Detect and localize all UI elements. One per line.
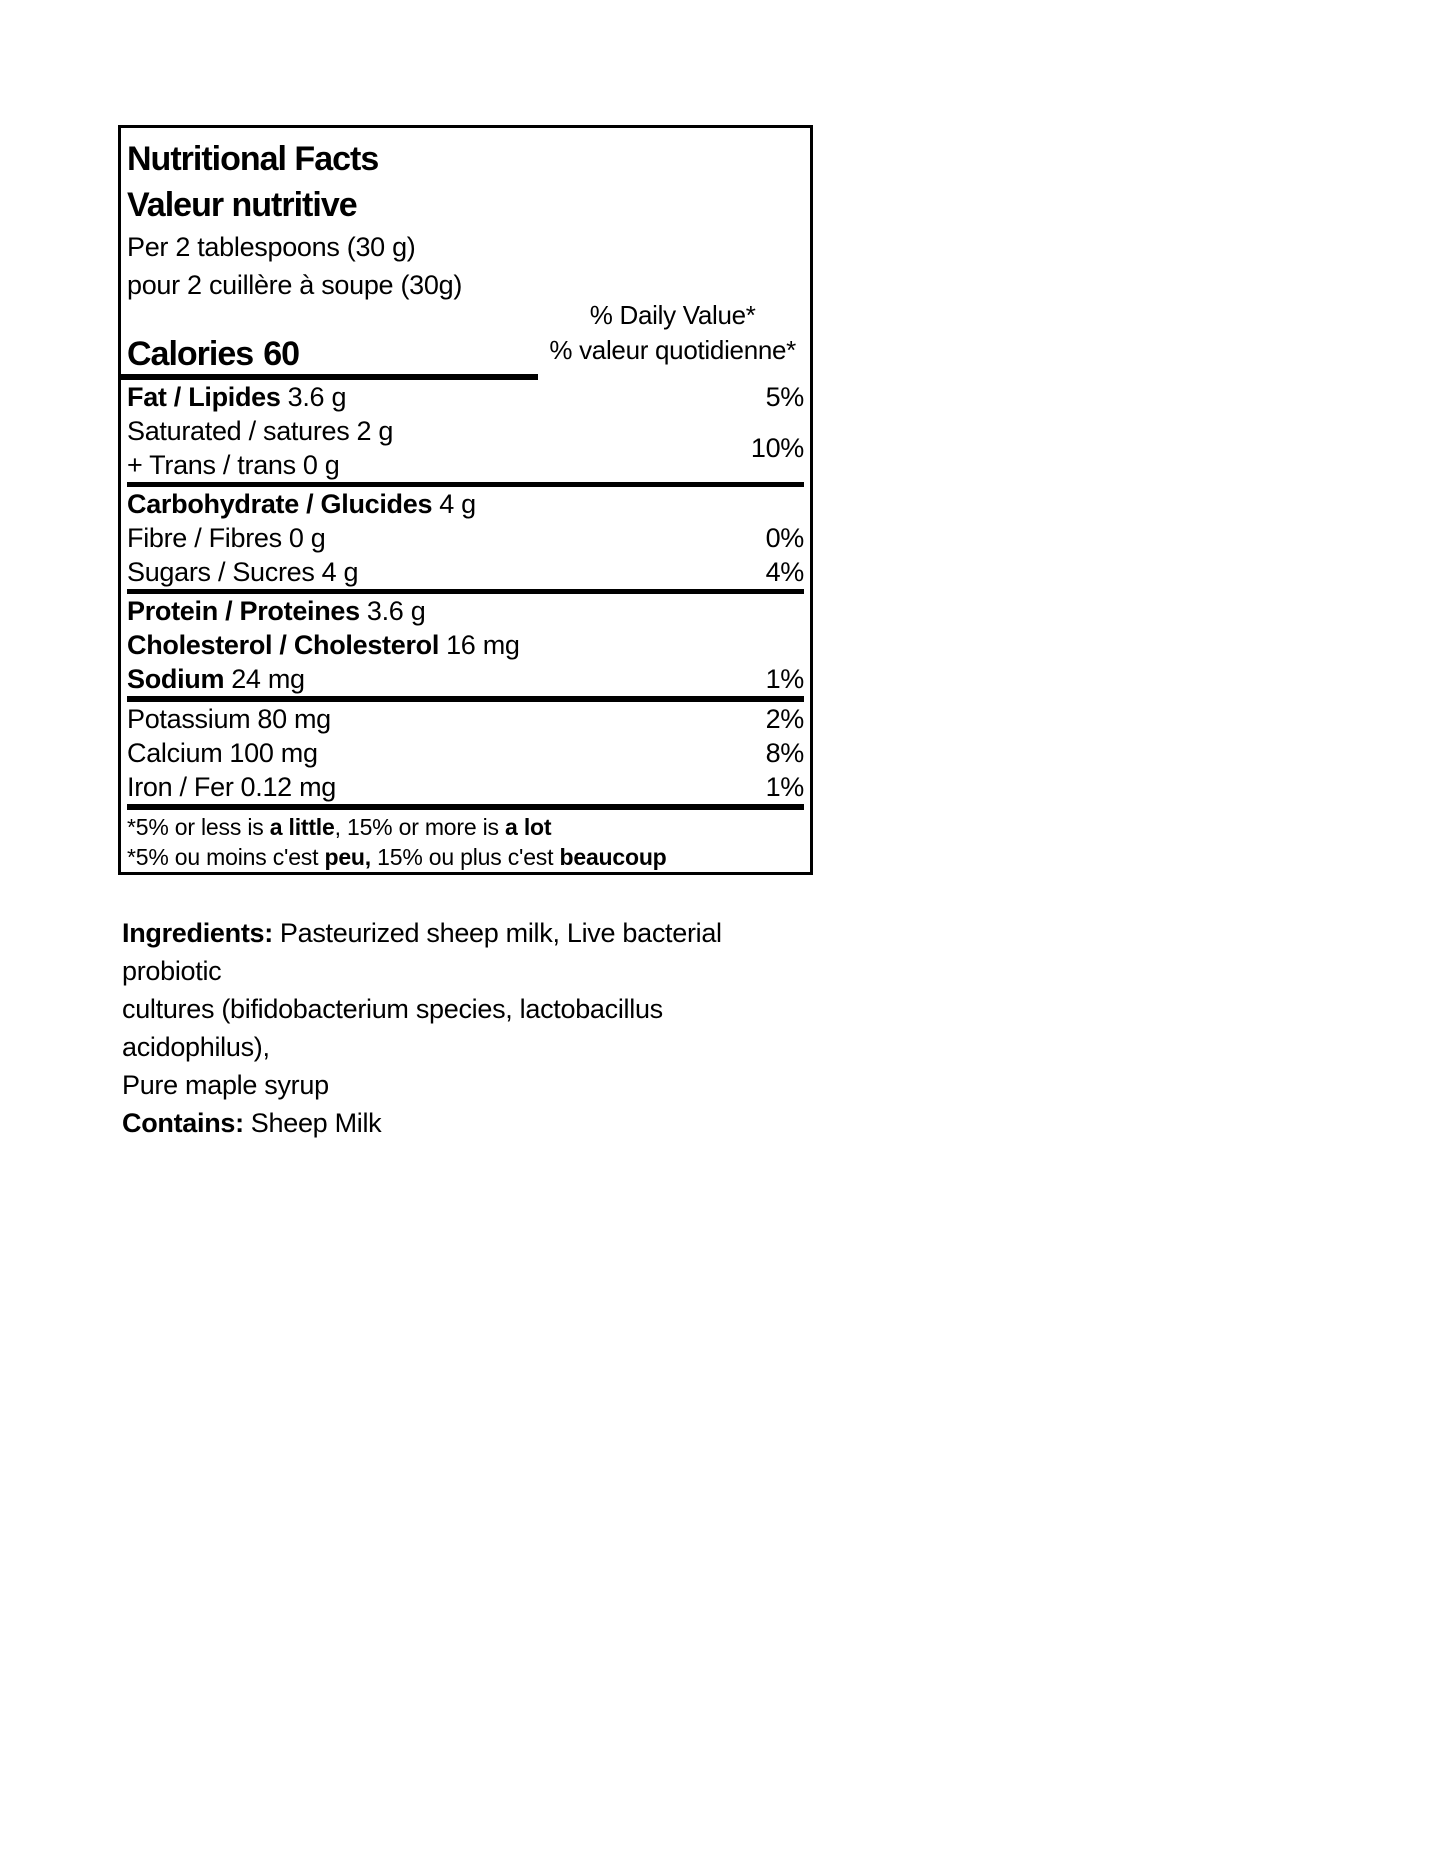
nutrient-amount: 0 g xyxy=(288,523,326,553)
nutrient-name: Fat / Lipides xyxy=(127,382,281,412)
nutrient-row-trans xyxy=(127,448,393,482)
footnote-fr xyxy=(127,842,804,872)
nutrient-amount: 16 mg xyxy=(446,630,520,660)
nutrient-row-cholesterol xyxy=(127,628,804,662)
nutrient-percent: 1% xyxy=(765,772,804,802)
nutrient-name: + Trans / trans xyxy=(127,450,296,480)
label-title-en: Nutritional Facts xyxy=(127,140,379,178)
serving-size-en: Per 2 tablespoons (30 g) xyxy=(127,232,416,262)
nutrient-row-carbohydrate xyxy=(127,487,804,521)
nutrient-amount: 0.12 mg xyxy=(240,772,336,802)
nutrient-row-sugars xyxy=(127,555,804,589)
nutrient-row-fat xyxy=(127,380,804,414)
footnote-bold: peu, xyxy=(324,844,371,870)
calories-label: Calories xyxy=(127,335,254,373)
nutrient-row-calcium xyxy=(127,736,804,770)
nutrient-row-sodium xyxy=(127,662,804,696)
label-title-fr: Valeur nutritive xyxy=(127,186,357,224)
footnote-text: *5% or less is xyxy=(127,814,270,840)
calories-value: 60 xyxy=(263,335,300,373)
ingredients-text: Pasteurized sheep milk, Live bacterial probiotic xyxy=(122,918,722,986)
carbohydrate-section xyxy=(127,487,804,594)
serving-size-fr: pour 2 cuillère à soupe (30g) xyxy=(127,270,463,300)
nutrient-percent-saturated-trans: 10% xyxy=(750,432,804,463)
nutrient-name: Sodium xyxy=(127,664,225,694)
nutrient-name: Sugars / Sucres xyxy=(127,557,315,587)
saturated-trans-rows xyxy=(127,414,804,482)
nutrient-amount: 0 g xyxy=(302,450,340,480)
nutrient-amount: 80 mg xyxy=(257,704,331,734)
ingredients-line-3: Pure maple syrup xyxy=(122,1070,329,1100)
ingredients-line-2: cultures (bifidobacterium species, lactobacillus acidophilus), xyxy=(122,994,663,1062)
nutrient-percent: 8% xyxy=(765,738,804,768)
minerals-section xyxy=(127,702,804,810)
nutrient-percent: 2% xyxy=(765,704,804,734)
nutrient-name: Iron / Fer xyxy=(127,772,234,802)
nutrient-name: Carbohydrate / Glucides xyxy=(127,489,433,519)
protein-section xyxy=(127,594,804,702)
footnote-en xyxy=(127,812,804,842)
nutrient-name: Calcium xyxy=(127,738,223,768)
nutrient-amount: 24 mg xyxy=(231,664,305,694)
nutrient-row-fibre xyxy=(127,521,804,555)
nutrient-percent: 1% xyxy=(765,664,804,694)
nutrient-name: Fibre / Fibres xyxy=(127,523,282,553)
footnote-text: , 15% or more is xyxy=(334,814,506,840)
daily-value-header xyxy=(549,298,796,368)
nutrient-row-saturated xyxy=(127,414,393,448)
footnote-text: 15% ou plus c'est xyxy=(370,844,560,870)
nutrient-name: Potassium xyxy=(127,704,251,734)
daily-value-footnote xyxy=(127,810,804,872)
nutrient-name: Saturated / satures xyxy=(127,416,350,446)
ingredients-block xyxy=(122,914,802,1142)
footnote-bold: a lot xyxy=(505,814,552,840)
contains-line xyxy=(122,1104,802,1142)
nutrient-row-iron xyxy=(127,770,804,804)
nutrient-name: Cholesterol / Cholesterol xyxy=(127,630,440,660)
ingredients-label: Ingredients: xyxy=(122,918,273,948)
nutrient-amount: 100 mg xyxy=(229,738,318,768)
contains-value: Sheep Milk xyxy=(250,1108,382,1138)
nutrient-row-protein xyxy=(127,594,804,628)
nutrient-percent: 5% xyxy=(765,382,804,412)
nutrient-percent: 0% xyxy=(765,523,804,553)
daily-value-header-en: % Daily Value* xyxy=(589,300,756,330)
nutrient-amount: 3.6 g xyxy=(366,596,426,626)
nutrient-name: Protein / Proteines xyxy=(127,596,360,626)
contains-label: Contains: xyxy=(122,1108,244,1138)
nutrient-amount: 4 g xyxy=(439,489,476,519)
footnote-text: *5% ou moins c'est xyxy=(127,844,325,870)
nutrient-percent: 4% xyxy=(765,557,804,587)
footnote-bold: a little xyxy=(269,814,335,840)
nutrient-amount: 2 g xyxy=(356,416,394,446)
nutrition-label xyxy=(118,125,813,875)
ingredients-line-1 xyxy=(122,914,802,990)
daily-value-header-fr: % valeur quotidienne* xyxy=(549,335,796,365)
nutrient-amount: 4 g xyxy=(321,557,359,587)
nutrient-amount: 3.6 g xyxy=(287,382,347,412)
fat-section xyxy=(127,380,804,487)
nutrient-row-potassium xyxy=(127,702,804,736)
footnote-bold: beaucoup xyxy=(559,844,667,870)
